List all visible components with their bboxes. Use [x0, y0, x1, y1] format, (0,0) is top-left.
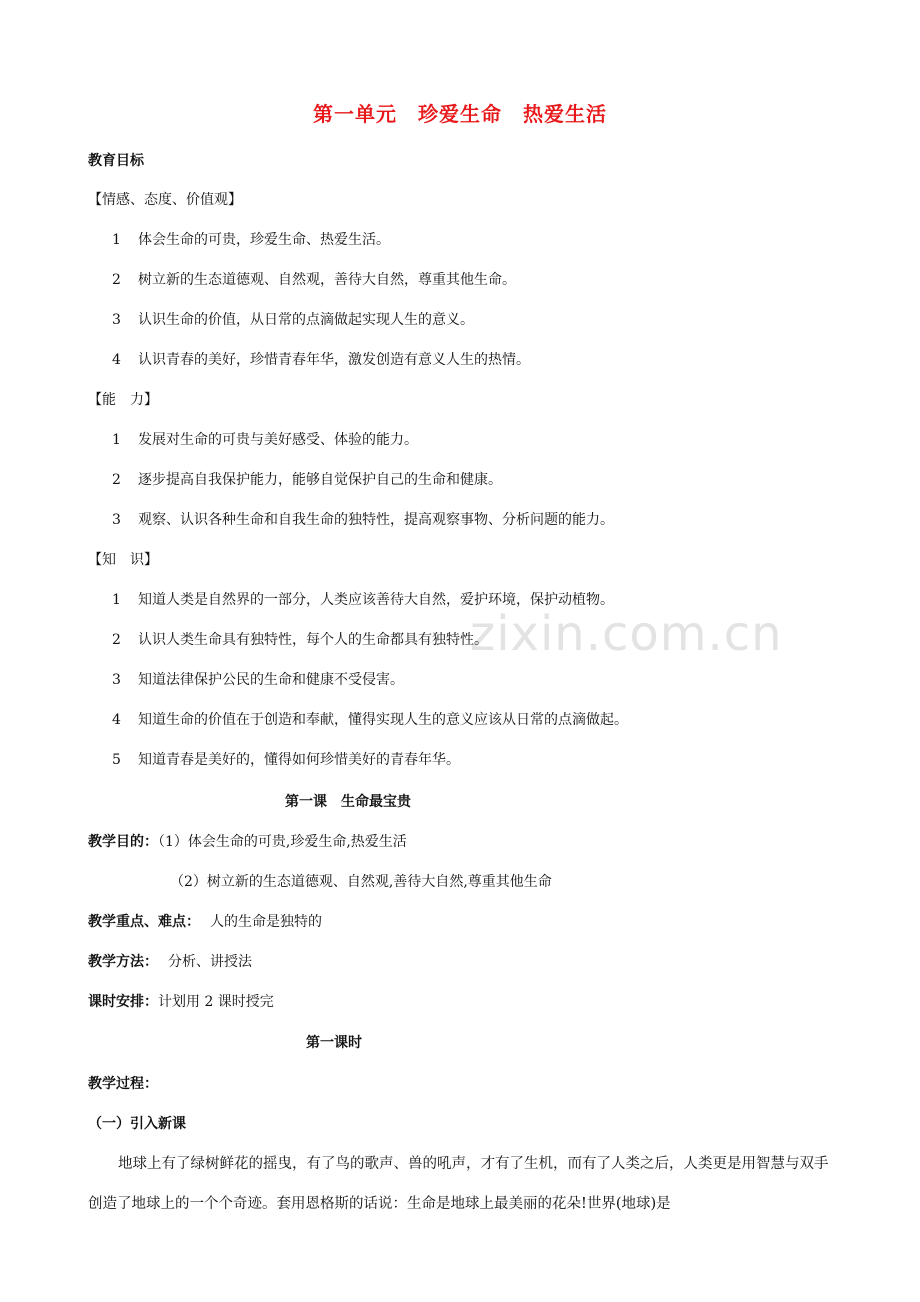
item-number: 2 [112, 472, 121, 488]
item-number: 4 [112, 712, 121, 728]
list-item [112, 269, 516, 289]
list-item [112, 629, 488, 649]
teaching-method [88, 951, 252, 971]
key-points-value: 人的生命是独特的 [210, 914, 322, 930]
item-text: 知道生命的价值在于创造和奉献，懂得实现人生的意义应该从日常的点滴做起。 [138, 712, 628, 728]
process-label: 教学过程： [88, 1076, 158, 1092]
paragraph-text: 地球上有了绿树鲜花的摇曳，有了鸟的歌声、兽的吼声，才有了生机，而有了人类之后，人类更是用智慧与双手创造了地球上的一个个奇迹。套用恩格斯的话说：生命是地球上最美丽的花朵!世界(地球)是 [88, 1156, 829, 1212]
item-number: 4 [112, 352, 121, 368]
schedule [88, 991, 274, 1011]
list-item [112, 429, 418, 449]
item-number: 3 [112, 672, 121, 688]
item-text: 认识青春的美好，珍惜青春年华，激发创造有意义人生的热情。 [138, 352, 530, 368]
item-number: 1 [112, 592, 121, 608]
section-heading-goals: 教育目标 [88, 153, 144, 169]
lesson-title: 第一课 生命最宝贵 [285, 794, 411, 810]
item-number: 5 [112, 752, 121, 768]
item-text: 知道法律保护公民的生命和健康不受侵害。 [138, 672, 404, 688]
list-item [112, 349, 530, 369]
page-title: 第一单元 珍爱生命 热爱生活 [313, 102, 607, 126]
group-header-knowledge: 【知 识】 [88, 552, 158, 568]
period-title: 第一课时 [306, 1035, 362, 1051]
item-text: 观察、认识各种生命和自我生命的独特性，提高观察事物、分析问题的能力。 [138, 512, 614, 528]
item-number: 2 [112, 272, 121, 288]
list-item [112, 709, 628, 729]
item-text: 发展对生命的可贵与美好感受、体验的能力。 [138, 432, 418, 448]
item-number: 3 [112, 312, 121, 328]
list-item [112, 589, 614, 609]
item-number: 2 [112, 632, 121, 648]
key-points-label: 教学重点、难点： [88, 914, 200, 930]
schedule-value: 计划用 2 课时授完 [158, 994, 274, 1010]
teaching-goals-line1: （1）体会生命的可贵,珍爱生命,热爱生活 [158, 834, 407, 850]
list-item [112, 669, 404, 689]
teaching-method-label: 教学方法： [88, 954, 158, 970]
item-number: 1 [112, 432, 121, 448]
item-number: 3 [112, 512, 121, 528]
item-text: 体会生命的可贵，珍爱生命、热爱生活。 [138, 232, 390, 248]
list-item [112, 309, 474, 329]
item-text: 知道青春是美好的，懂得如何珍惜美好的青春年华。 [138, 752, 460, 768]
list-item [112, 469, 502, 489]
item-text: 认识人类生命具有独特性，每个人的生命都具有独特性。 [138, 632, 488, 648]
watermark: zixin.com.cn [470, 606, 783, 662]
item-text: 认识生命的价值，从日常的点滴做起实现人生的意义。 [138, 312, 474, 328]
key-points [88, 911, 322, 931]
teaching-goals-line2: （2）树立新的生态道德观、自然观,善待大自然,尊重其他生命 [170, 874, 552, 890]
teaching-method-value: 分析、讲授法 [168, 954, 252, 970]
group-header-ability: 【能 力】 [88, 392, 158, 408]
body-paragraph [88, 1144, 836, 1224]
list-item [112, 229, 390, 249]
item-text: 树立新的生态道德观、自然观，善待大自然，尊重其他生命。 [138, 272, 516, 288]
group-header-attitude: 【情感、态度、价值观】 [88, 192, 242, 208]
item-text: 知道人类是自然界的一部分，人类应该善待大自然，爱护环境，保护动植物。 [138, 592, 614, 608]
schedule-label: 课时安排： [88, 994, 158, 1010]
teaching-goals-label: 教学目的： [88, 834, 158, 850]
list-item [112, 509, 614, 529]
teaching-goals [88, 831, 407, 851]
item-number: 1 [112, 232, 121, 248]
item-text: 逐步提高自我保护能力，能够自觉保护自己的生命和健康。 [138, 472, 502, 488]
list-item [112, 749, 460, 769]
step-heading: （一）引入新课 [88, 1116, 186, 1132]
